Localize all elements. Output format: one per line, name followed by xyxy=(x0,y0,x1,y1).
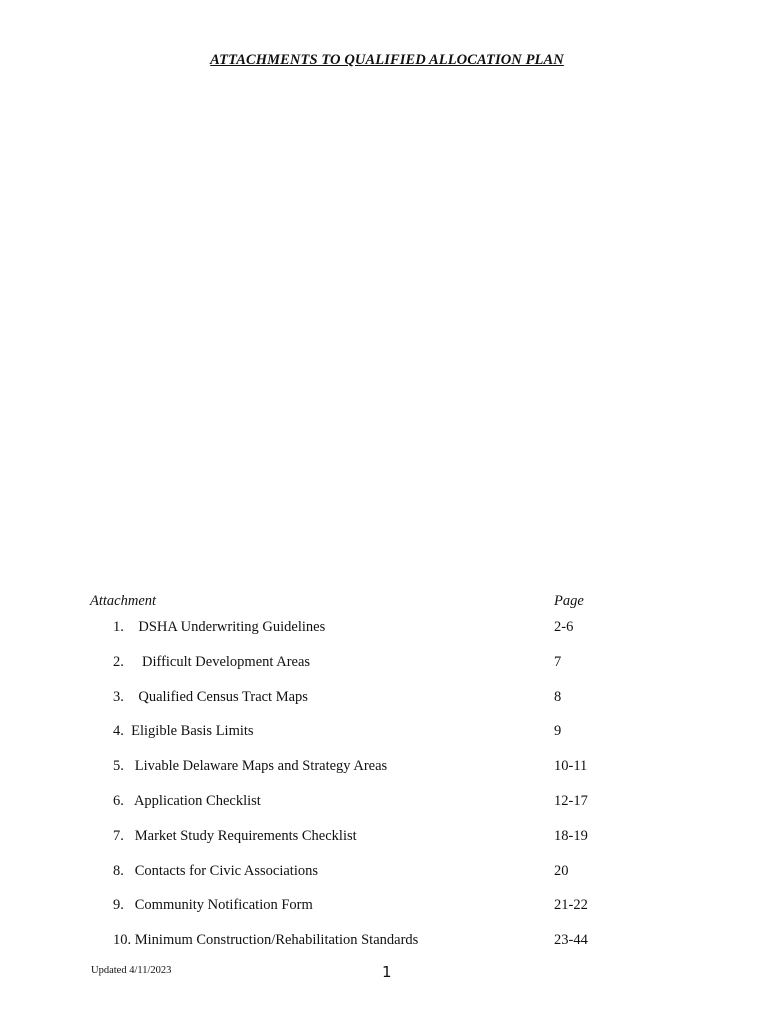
attachment-page: 18-19 xyxy=(554,827,588,844)
attachment-label: 1. DSHA Underwriting Guidelines xyxy=(113,619,326,635)
table-row xyxy=(0,793,770,828)
table-row xyxy=(0,758,770,793)
attachment-label: 2. Difficult Development Areas xyxy=(113,653,311,670)
table-row xyxy=(0,654,770,689)
attachment-page: 21-22 xyxy=(554,897,588,914)
attachment-page: 2-6 xyxy=(554,619,574,635)
table-row xyxy=(0,897,770,932)
attachment-label: 7. Market Study Requirements Checklist xyxy=(113,827,357,844)
attachment-page: 23-44 xyxy=(554,932,588,949)
attachment-label: 6. Application Checklist xyxy=(113,792,261,809)
attachment-label: 3. Qualified Census Tract Maps xyxy=(113,688,308,705)
attachment-page: 12-17 xyxy=(554,792,588,809)
footer-page-number: 1 xyxy=(382,963,392,981)
table-row xyxy=(0,723,770,758)
page-column-header: Page xyxy=(554,593,584,609)
attachment-label: 4. Eligible Basis Limits xyxy=(113,723,254,740)
table-row xyxy=(0,689,770,724)
footer-updated-date: Updated 4/11/2023 xyxy=(91,965,172,976)
attachment-page: 7 xyxy=(554,653,562,670)
attachment-page: 20 xyxy=(554,862,569,879)
attachment-label: 10. Minimum Construction/Rehabilitation Standards xyxy=(113,932,419,949)
table-row xyxy=(0,619,770,654)
attachment-page: 8 xyxy=(554,688,562,705)
attachments-table xyxy=(0,619,770,967)
attachment-label: 5. Livable Delaware Maps and Strategy Areas xyxy=(113,758,388,775)
attachment-column-header: Attachment xyxy=(90,593,157,609)
attachment-label: 8. Contacts for Civic Associations xyxy=(113,862,318,879)
attachment-label: 9. Community Notification Form xyxy=(113,897,313,914)
table-row xyxy=(0,863,770,898)
table-row xyxy=(0,828,770,863)
attachment-page: 9 xyxy=(554,723,562,740)
attachment-page: 10-11 xyxy=(554,758,588,775)
page-title: ATTACHMENTS TO QUALIFIED ALLOCATION PLAN xyxy=(210,52,564,68)
table-row xyxy=(0,932,770,967)
